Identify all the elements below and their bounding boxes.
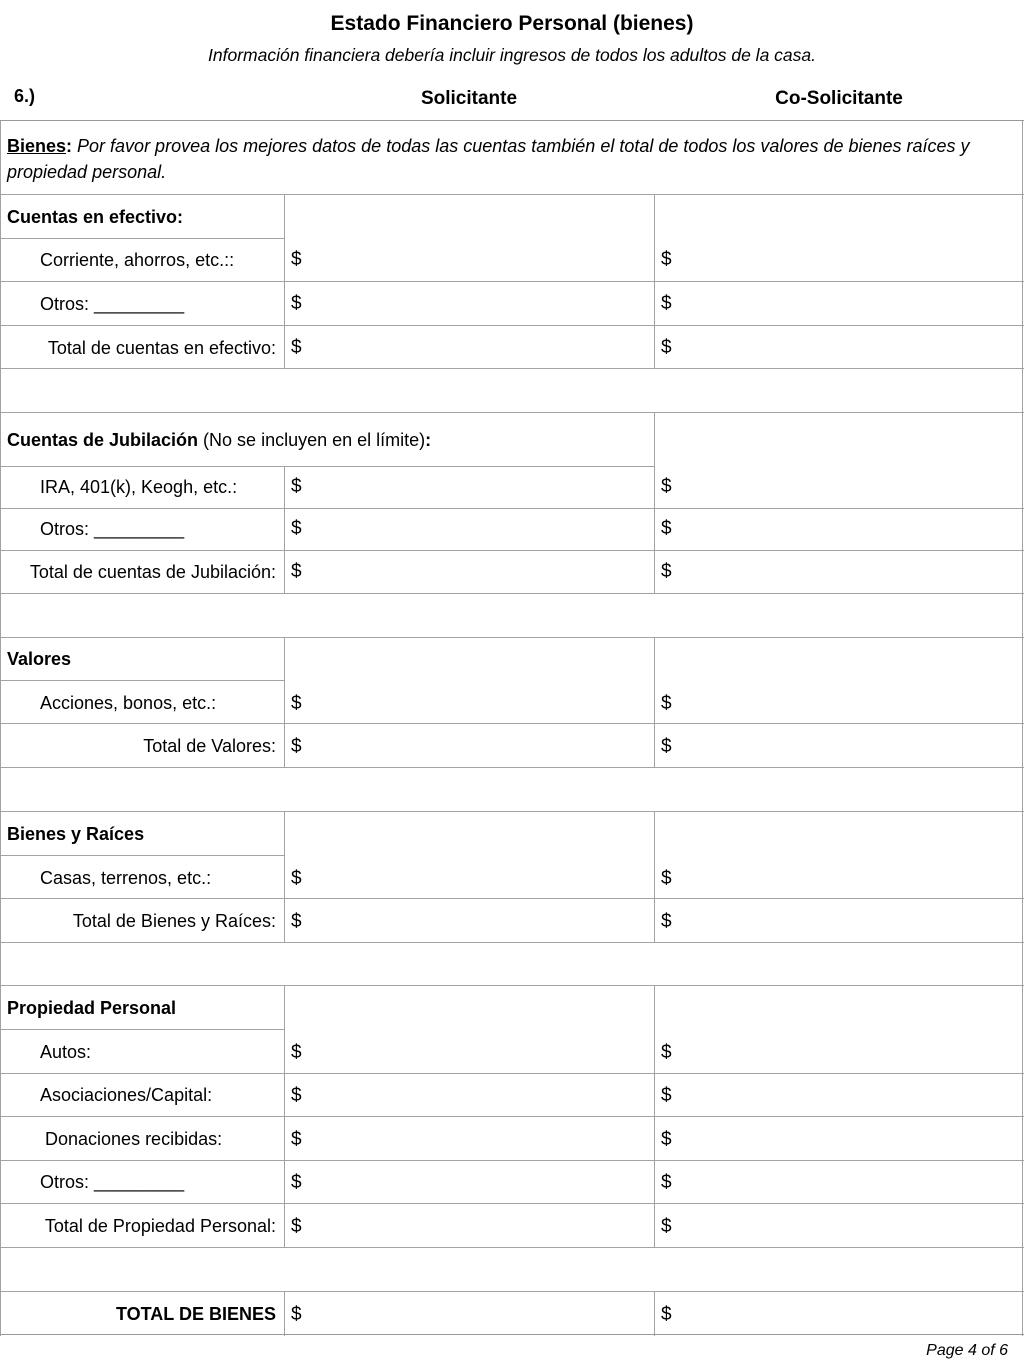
- real-estate-total-label: Total de Bienes y Raíces:: [72, 911, 276, 931]
- ira-coapplicant-field[interactable]: $: [661, 476, 672, 497]
- personal-property-total-coapplicant-field[interactable]: $: [661, 1216, 672, 1237]
- instructions-label: Bienes: [7, 136, 67, 156]
- stocks-bonds-label: Acciones, bonos, etc.:: [40, 693, 217, 713]
- form-subtitle: Información financiera debería incluir ingresos de todos los adultos de la casa.: [208, 45, 816, 65]
- cash-total-label: Total de cuentas en efectivo:: [47, 338, 276, 358]
- checking-savings-coapplicant-field[interactable]: $: [661, 249, 672, 270]
- checking-savings-applicant-field[interactable]: $: [291, 249, 302, 270]
- personal-property-total-applicant-field[interactable]: $: [291, 1216, 302, 1237]
- retirement-heading-bold: Cuentas de Jubilación: [7, 430, 199, 450]
- grand-total-label: TOTAL DE BIENES: [115, 1304, 276, 1324]
- gifts-label: Donaciones recibidas:: [45, 1129, 223, 1149]
- instructions-text: [7, 133, 1007, 185]
- retirement-total-label: Total de cuentas de Jubilación:: [29, 562, 276, 582]
- real-estate-total-coapplicant-field[interactable]: $: [661, 911, 672, 932]
- column-header-coapplicant: Co-Solicitante: [775, 88, 903, 109]
- houses-land-label: Casas, terrenos, etc.:: [40, 868, 212, 888]
- personal-other-coapplicant-field[interactable]: $: [661, 1172, 672, 1193]
- cash-total-coapplicant-field[interactable]: $: [661, 337, 672, 358]
- ira-applicant-field[interactable]: $: [291, 476, 302, 497]
- retirement-other-coapplicant-field[interactable]: $: [661, 518, 672, 539]
- houses-land-coapplicant-field[interactable]: $: [661, 868, 672, 889]
- securities-total-coapplicant-field[interactable]: $: [661, 736, 672, 757]
- retirement-heading-colon: :: [425, 430, 432, 450]
- autos-applicant-field[interactable]: $: [291, 1042, 302, 1063]
- retirement-heading-note: (No se incluyen en el límite): [198, 430, 426, 450]
- cash-other-applicant-field[interactable]: $: [291, 293, 302, 314]
- retirement-other-applicant-field[interactable]: $: [291, 518, 302, 539]
- page-number: Page 4 of 6: [926, 1342, 1008, 1359]
- assets-table: [0, 120, 1024, 1335]
- partnerships-label: Asociaciones/Capital:: [40, 1085, 213, 1105]
- retirement-other-label: Otros: _________: [40, 519, 185, 539]
- instructions-body: Por favor provea los mejores datos de todas las cuentas también el total de todos los valores de bienes raíces y propiedad personal.: [7, 136, 970, 182]
- checking-savings-label: Corriente, ahorros, etc.::: [40, 250, 235, 270]
- personal-other-label: Otros: _________: [40, 1172, 185, 1192]
- securities-heading: Valores: [7, 649, 72, 669]
- personal-property-total-label: Total de Propiedad Personal:: [44, 1216, 276, 1236]
- autos-label: Autos:: [40, 1042, 92, 1062]
- retirement-total-coapplicant-field[interactable]: $: [661, 561, 672, 582]
- cash-accounts-heading: Cuentas en efectivo:: [7, 207, 184, 227]
- gifts-coapplicant-field[interactable]: $: [661, 1129, 672, 1150]
- partnerships-applicant-field[interactable]: $: [291, 1085, 302, 1106]
- retirement-accounts-heading: [7, 429, 431, 451]
- real-estate-total-applicant-field[interactable]: $: [291, 911, 302, 932]
- instructions-colon: :: [66, 136, 73, 156]
- autos-coapplicant-field[interactable]: $: [661, 1042, 672, 1063]
- stocks-bonds-applicant-field[interactable]: $: [291, 693, 302, 714]
- personal-other-applicant-field[interactable]: $: [291, 1172, 302, 1193]
- grand-total-applicant-field[interactable]: $: [291, 1304, 302, 1325]
- securities-total-label: Total de Valores:: [143, 736, 276, 756]
- partnerships-coapplicant-field[interactable]: $: [661, 1085, 672, 1106]
- grand-total-coapplicant-field[interactable]: $: [661, 1304, 672, 1325]
- section-number: 6.): [14, 86, 36, 106]
- personal-property-heading: Propiedad Personal: [7, 998, 177, 1018]
- ira-label: IRA, 401(k), Keogh, etc.:: [40, 477, 238, 497]
- cash-other-coapplicant-field[interactable]: $: [661, 293, 672, 314]
- gifts-applicant-field[interactable]: $: [291, 1129, 302, 1150]
- retirement-total-applicant-field[interactable]: $: [291, 561, 302, 582]
- form-title: Estado Financiero Personal (bienes): [330, 12, 694, 35]
- cash-total-applicant-field[interactable]: $: [291, 337, 302, 358]
- cash-other-label: Otros: _________: [40, 294, 185, 314]
- securities-total-applicant-field[interactable]: $: [291, 736, 302, 757]
- houses-land-applicant-field[interactable]: $: [291, 868, 302, 889]
- stocks-bonds-coapplicant-field[interactable]: $: [661, 693, 672, 714]
- column-header-applicant: Solicitante: [420, 88, 518, 109]
- real-estate-heading: Bienes y Raíces: [7, 824, 145, 844]
